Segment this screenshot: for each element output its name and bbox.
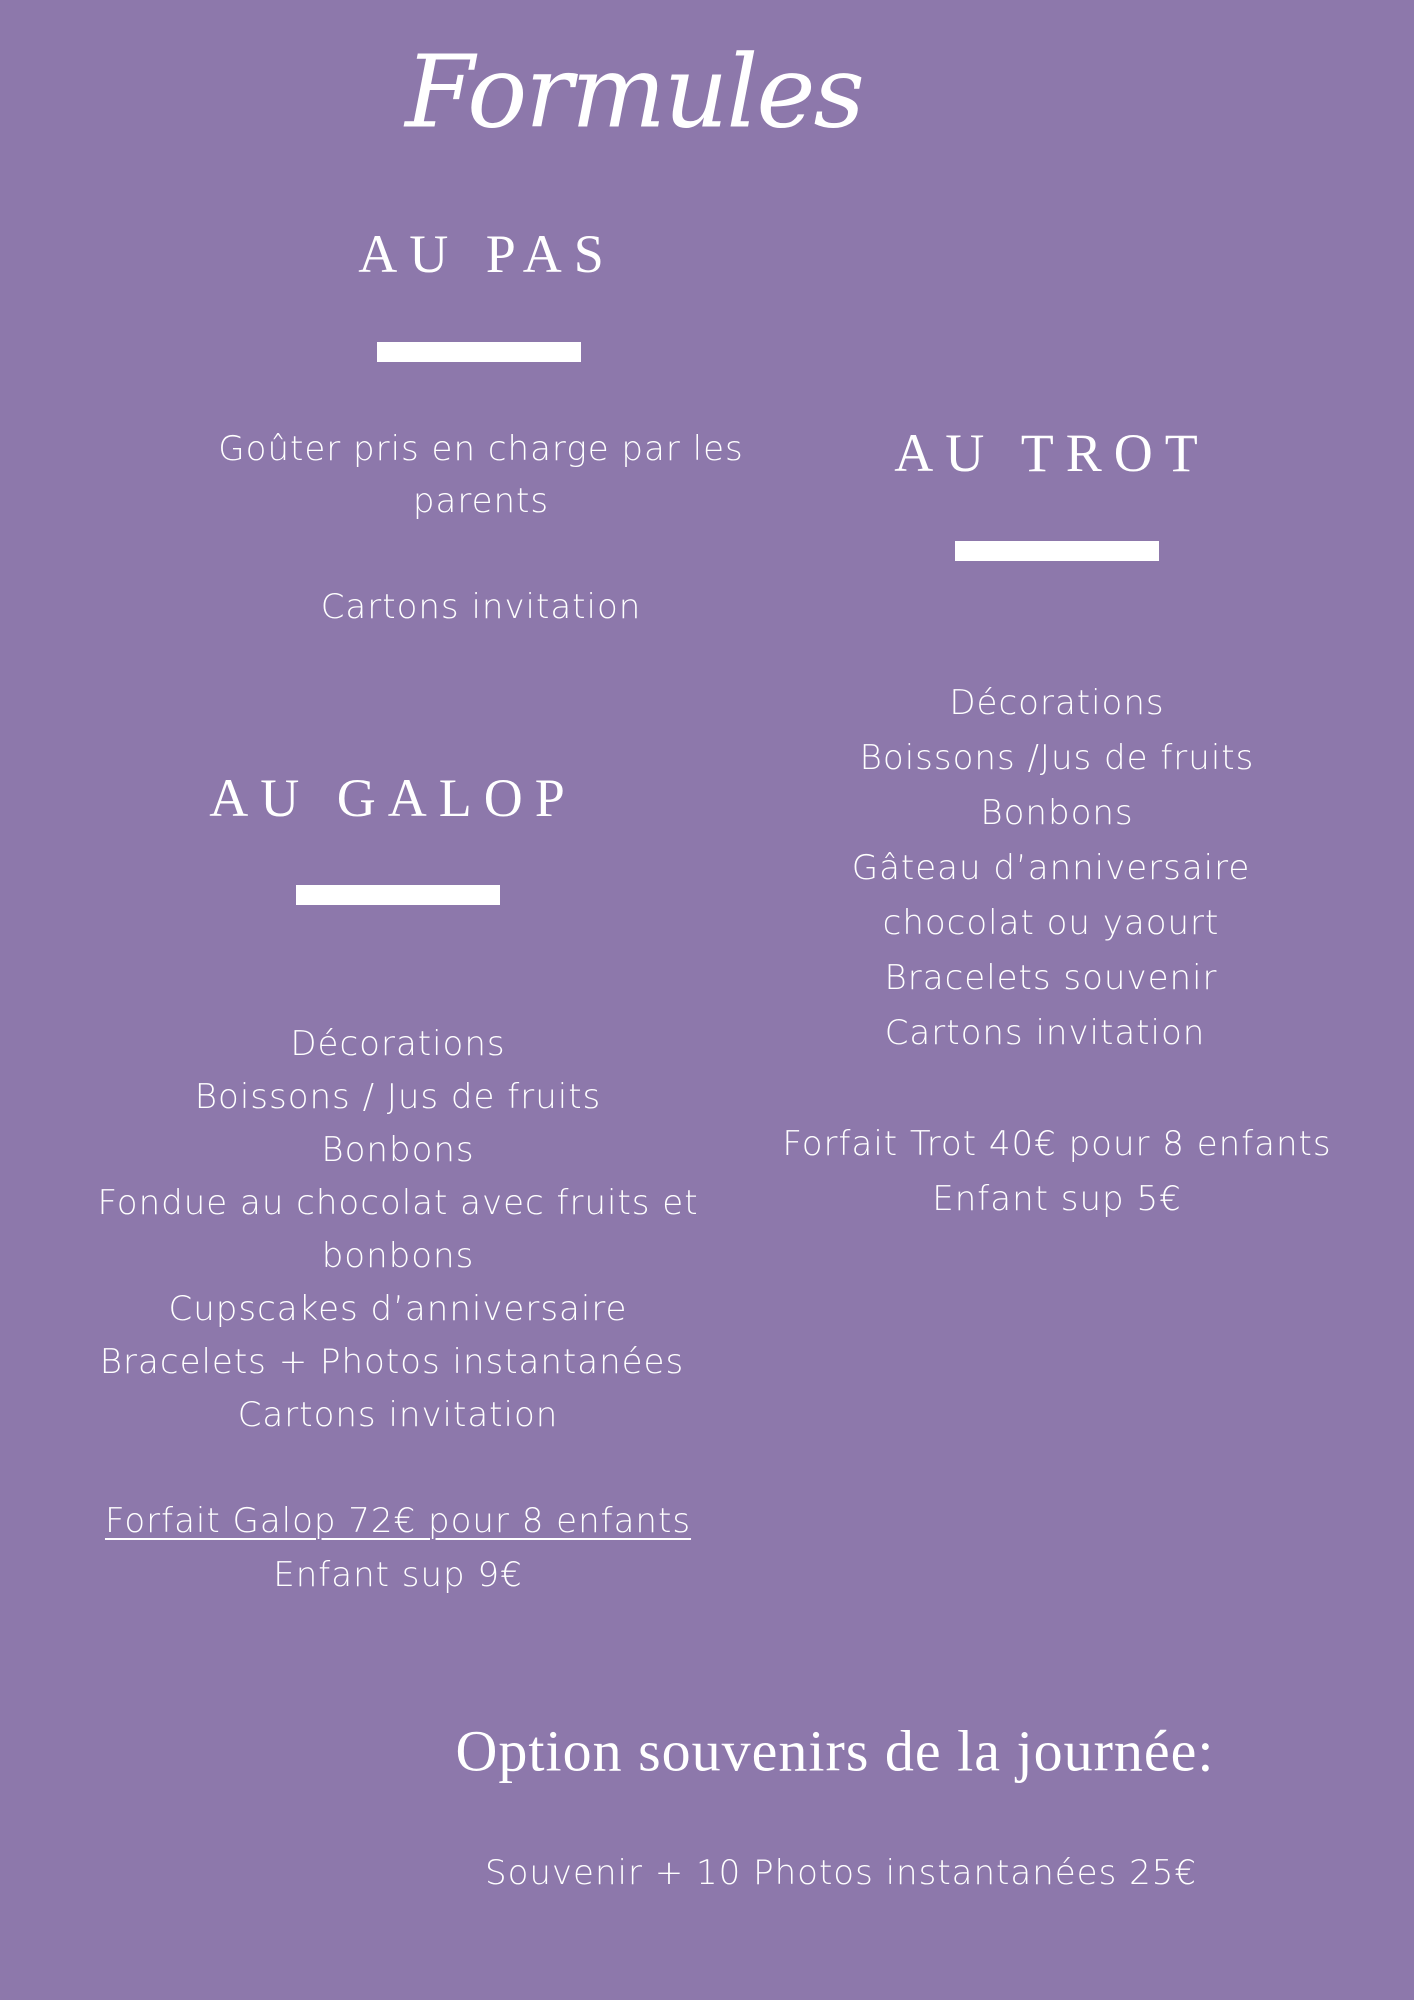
au-pas-item: Goûter pris en charge par les (218, 429, 744, 469)
au-trot-extra: Enfant sup 5€ (932, 1179, 1182, 1219)
option-heading: Option souvenirs de la journée: (455, 1718, 1215, 1784)
au-pas-item: parents (412, 481, 550, 521)
au-trot-item: Cartons invitation (884, 1013, 1206, 1053)
au-galop-item: Fondue au chocolat avec fruits et (97, 1183, 699, 1223)
au-galop-item: Bracelets + Photos instantanées (99, 1342, 685, 1382)
au-pas-item: Cartons invitation (320, 587, 642, 627)
au-trot-item: Bonbons (980, 793, 1134, 833)
au-galop-item: Décorations (290, 1024, 506, 1064)
au-galop-price: Forfait Galop 72€ pour 8 enfants (104, 1501, 692, 1541)
au-trot-item: Décorations (949, 683, 1165, 723)
au-trot-item: Gâteau d’anniversaire (851, 848, 1251, 888)
au-trot-item: Boissons /Jus de fruits (859, 738, 1255, 778)
au-pas-heading: AU PAS (358, 224, 616, 284)
au-trot-item: Bracelets souvenir (884, 958, 1218, 998)
au-trot-price: Forfait Trot 40€ pour 8 enfants (782, 1124, 1332, 1164)
au-galop-extra: Enfant sup 9€ (273, 1555, 523, 1595)
page-title: Formules (405, 33, 863, 151)
au-galop-item: Bonbons (321, 1130, 475, 1170)
au-pas-divider (377, 342, 581, 362)
option-text: Souvenir + 10 Photos instantanées 25€ (484, 1853, 1198, 1893)
au-galop-item: Cartons invitation (237, 1395, 559, 1435)
au-trot-item: chocolat ou yaourt (882, 903, 1220, 943)
au-trot-divider (955, 541, 1159, 561)
au-galop-item: Cupscakes d’anniversaire (168, 1289, 628, 1329)
au-trot-heading: AU TROT (894, 423, 1210, 483)
au-galop-item: bonbons (321, 1236, 475, 1276)
au-galop-divider (296, 885, 500, 905)
au-galop-heading: AU GALOP (209, 768, 577, 828)
au-galop-item: Boissons / Jus de fruits (194, 1077, 602, 1117)
